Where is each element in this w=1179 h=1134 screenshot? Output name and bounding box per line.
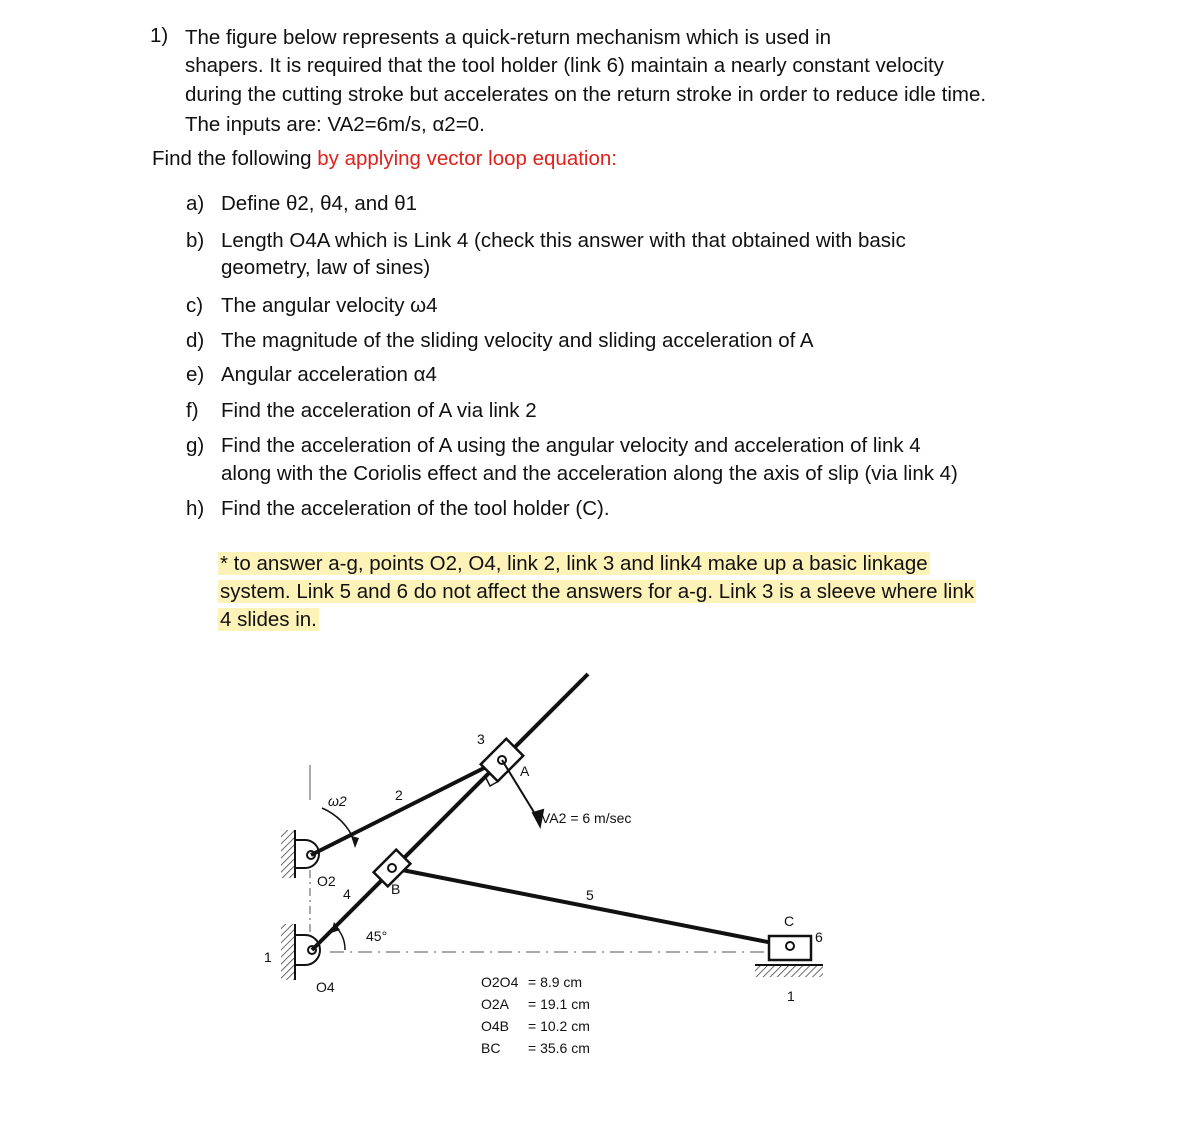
dim-name-bc: BC <box>481 1040 501 1056</box>
dim-value-bc: = 35.6 cm <box>528 1040 590 1056</box>
item-d-text: The magnitude of the sliding velocity and sliding acceleration of A <box>221 329 814 352</box>
dim-name-o2o4: O2O4 <box>481 974 519 990</box>
dim-name-o2a: O2A <box>481 996 510 1012</box>
note-line-1: * to answer a-g, points O2, O4, link 2, link 3 and link4 make up a basic linkage <box>220 552 928 575</box>
intro-line-2: shapers. It is required that the tool holder (link 6) maintain a nearly constant velocity <box>185 54 944 77</box>
dim-value-o2o4: = 8.9 cm <box>528 974 583 990</box>
label-point-a: A <box>520 763 530 779</box>
item-c-label: c) <box>186 294 204 317</box>
item-g-text2: along with the Coriolis effect and the acceleration along the axis of slip (via link 4) <box>221 462 958 485</box>
label-link5: 5 <box>586 887 594 903</box>
find-prefix: Find the following <box>152 147 318 170</box>
label-point-b: B <box>391 881 401 897</box>
label-o4: O4 <box>316 979 335 995</box>
item-g-text: Find the acceleration of A using the angular velocity and acceleration of link 4 <box>221 434 921 457</box>
link-5 <box>392 868 788 946</box>
note-line-2: system. Link 5 and 6 do not affect the answers for a-g. Link 3 is a sleeve where link <box>220 580 974 603</box>
label-point-c: C <box>784 913 795 929</box>
center-lines <box>310 765 800 952</box>
label-angle: 45° <box>366 928 388 944</box>
item-e-label: e) <box>186 363 205 386</box>
dim-value-o2a: = 19.1 cm <box>528 996 590 1012</box>
ground-left-lower <box>281 924 295 980</box>
item-f-label: f) <box>186 399 199 422</box>
intro-line-4: The inputs are: VA2=6m/s, α2=0. <box>185 113 485 136</box>
label-link4: 4 <box>343 886 351 902</box>
ground-right <box>755 965 823 977</box>
label-o2: O2 <box>317 873 336 889</box>
pivot-o4 <box>295 935 320 965</box>
problem-number: 1) <box>150 24 169 47</box>
item-h-label: h) <box>186 497 205 520</box>
label-ground-left: 1 <box>264 949 272 965</box>
label-link2: 2 <box>395 787 403 803</box>
item-c-text: The angular velocity ω4 <box>221 294 438 317</box>
intro-line-1: The figure below represents a quick-return mechanism which is used in <box>185 26 832 49</box>
label-ground-right: 1 <box>787 988 795 1004</box>
item-d-label: d) <box>186 329 205 352</box>
item-b-text: Length O4A which is Link 4 (check this answer with that obtained with basic <box>221 229 906 252</box>
item-f-text: Find the acceleration of A via link 2 <box>221 399 537 422</box>
item-a-label: a) <box>186 192 205 215</box>
item-b-label: b) <box>186 229 205 252</box>
intro-line-3: during the cutting stroke but accelerates on the return stroke in order to reduce idle time. <box>185 83 987 106</box>
note-line-3: 4 slides in. <box>220 608 317 631</box>
label-velocity: VA2 = 6 m/sec <box>541 810 632 826</box>
ground-left-upper <box>281 830 295 878</box>
item-g-label: g) <box>186 434 205 457</box>
dim-name-o4b: O4B <box>481 1018 510 1034</box>
label-link3: 3 <box>477 731 485 747</box>
item-b-text2: geometry, law of sines) <box>221 256 431 279</box>
label-omega2: ω2 <box>328 793 347 809</box>
tool-holder-6 <box>769 936 811 960</box>
dimension-table <box>481 974 590 1056</box>
find-highlight: by applying vector loop equation: <box>317 147 617 170</box>
item-e-text: Angular acceleration α4 <box>221 363 437 386</box>
dim-value-o4b: = 10.2 cm <box>528 1018 590 1034</box>
omega2-arrowhead <box>351 836 359 848</box>
item-h-text: Find the acceleration of the tool holder (C). <box>221 497 610 520</box>
item-a-text: Define θ2, θ4, and θ1 <box>221 192 418 215</box>
label-link6: 6 <box>815 929 823 945</box>
